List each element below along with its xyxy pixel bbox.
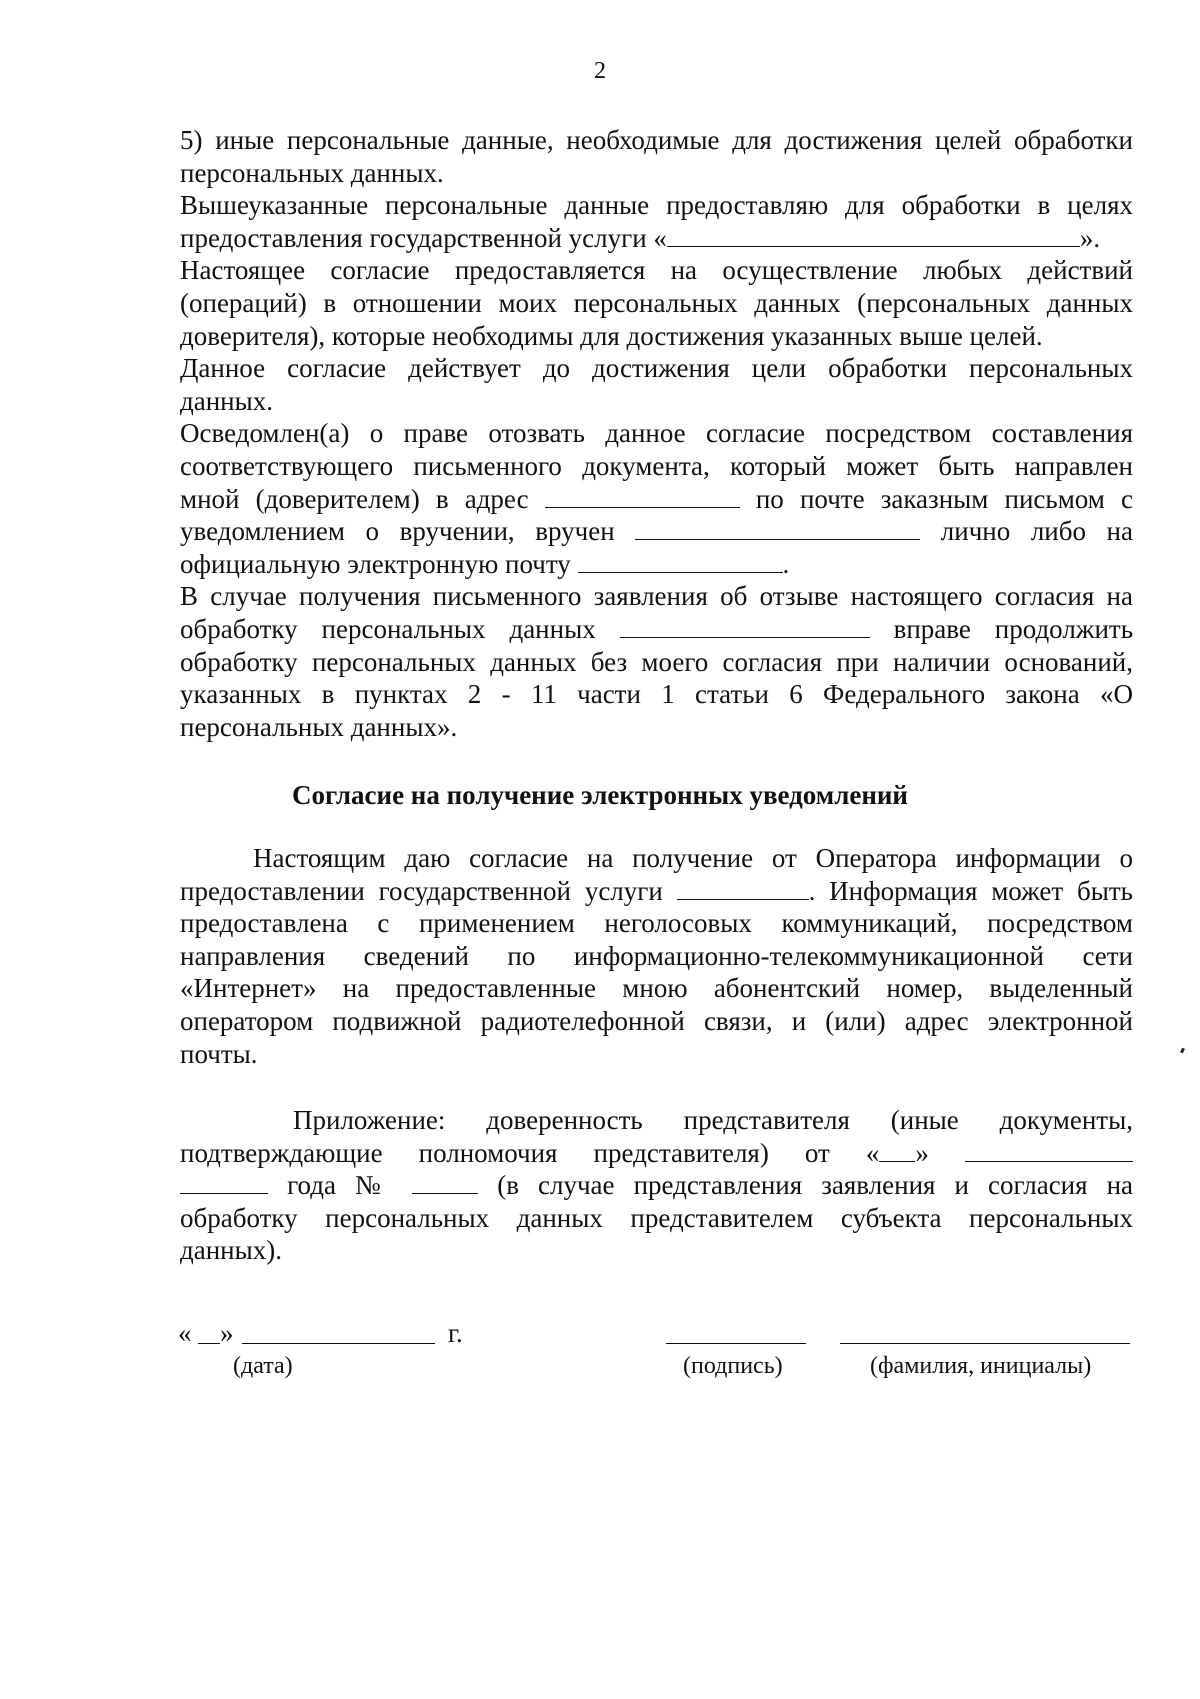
text-line: Данное согласие действует до достижения цели обработки персональных: [180, 353, 1133, 384]
date-close-quote: »: [220, 1318, 234, 1348]
text-line: Настоящее согласие предоставляется на осуществление любых действий: [180, 255, 1133, 286]
text-line: предоставлена с применением неголосовых коммуникаций, посредством: [180, 908, 1133, 939]
paragraph-appendix: [180, 1104, 1133, 1267]
text-line: предоставлении государственной услуги . Информация может быть: [180, 875, 1133, 906]
text-line: уведомлением о вручении, вручен лично либо на: [180, 516, 1133, 547]
text-line: Вышеуказанные персональные данные предоставляю для обработки в целях: [180, 190, 1133, 221]
text-line: «Интернет» на предоставленные мною абонентский номер, выделенный: [180, 973, 1133, 1004]
date-caption: (дата): [233, 1353, 293, 1379]
section-heading: Согласие на получение электронных уведомлений: [292, 780, 908, 810]
year-suffix: г.: [448, 1318, 463, 1348]
signature-caption: (подпись): [683, 1353, 783, 1379]
date-day-blank: [198, 1343, 220, 1344]
signature-blank: [666, 1343, 806, 1344]
text-line: обработку персональных данных без моего согласия при наличии оснований,: [180, 646, 1133, 677]
paragraph-revocation: [180, 417, 1133, 580]
text-line: обработку персональных данных представителем субъекта персональных: [180, 1202, 1133, 1233]
email-blank: [578, 548, 783, 573]
text-line: года № (в случае представления заявления и согласия на: [180, 1169, 1133, 1202]
full-name-blank: [840, 1343, 1130, 1344]
date-month-year-blank: [242, 1343, 435, 1344]
notification-service-blank: [677, 875, 809, 900]
paragraph-notifications: [180, 842, 1133, 1070]
text-line: (операций) в отношении моих персональных данных (персональных данных: [180, 287, 1133, 318]
text-line: персональных данных.: [180, 157, 444, 188]
paragraph-other-data: [180, 124, 1133, 189]
doc-number-blank: [412, 1169, 478, 1194]
text-line: обработку персональных данных вправе продолжить: [180, 613, 1134, 644]
operator-blank: [620, 613, 870, 638]
text-line: соответствующего письменного документа, который может быть направлен: [180, 450, 1133, 481]
text-line: Настоящим даю согласие на получение от Оператора информации о: [253, 843, 1133, 873]
paragraph-purpose: [180, 189, 1133, 254]
text-line: доверителя), которые необходимы для достижения указанных выше целей.: [180, 320, 1043, 351]
consent-body-section: [180, 124, 1133, 743]
text-line: официальную электронную почту .: [180, 548, 790, 579]
text-line: оператором подвижной радиотелефонной связи, и (или) адрес электронной: [180, 1005, 1133, 1036]
scan-speck: [1180, 1048, 1185, 1054]
full-name-caption: (фамилия, инициалы): [870, 1353, 1092, 1379]
date-open-quote: «: [178, 1318, 192, 1348]
text-line: 5) иные персональные данные, необходимые для достижения целей обработки: [180, 125, 1133, 155]
text-line: Приложение: доверенность представителя (иные документы,: [293, 1105, 1133, 1135]
text-line: В случае получения письменного заявления об отзыве настоящего согласия на: [180, 581, 1133, 612]
text-line: данных.: [180, 385, 274, 416]
page-number: 2: [594, 58, 606, 84]
text-line: предоставления государственной услуги « ».: [180, 222, 1101, 253]
paragraph-continuation: [180, 580, 1133, 743]
text-line: направления сведений по информационно-телекоммуникационной сети: [180, 940, 1133, 971]
text-line: данных).: [180, 1235, 283, 1266]
notifications-consent-section: [180, 842, 1133, 1070]
delivered-to-blank: [635, 515, 920, 540]
text-line: Осведомлен(а) о праве отозвать данное согласие посредством составления: [180, 418, 1133, 449]
year-blank: [180, 1169, 268, 1194]
paragraph-actions: [180, 254, 1133, 352]
address-blank: [545, 483, 740, 508]
appendix-section: [180, 1104, 1133, 1267]
service-name-blank: [667, 222, 1080, 247]
text-line: указанных в пунктах 2 - 11 части 1 статьи 6 Федерального закона «О: [180, 679, 1133, 710]
paragraph-validity: [180, 352, 1133, 417]
month-blank: [965, 1137, 1133, 1162]
text-line: подтверждающие полномочия представителя) от « »: [180, 1137, 1133, 1170]
text-line: персональных данных».: [180, 711, 458, 742]
day-blank: [879, 1137, 915, 1162]
text-line: почты.: [180, 1038, 258, 1069]
text-line: мной (доверителем) в адрес по почте заказным письмом с: [180, 483, 1133, 514]
